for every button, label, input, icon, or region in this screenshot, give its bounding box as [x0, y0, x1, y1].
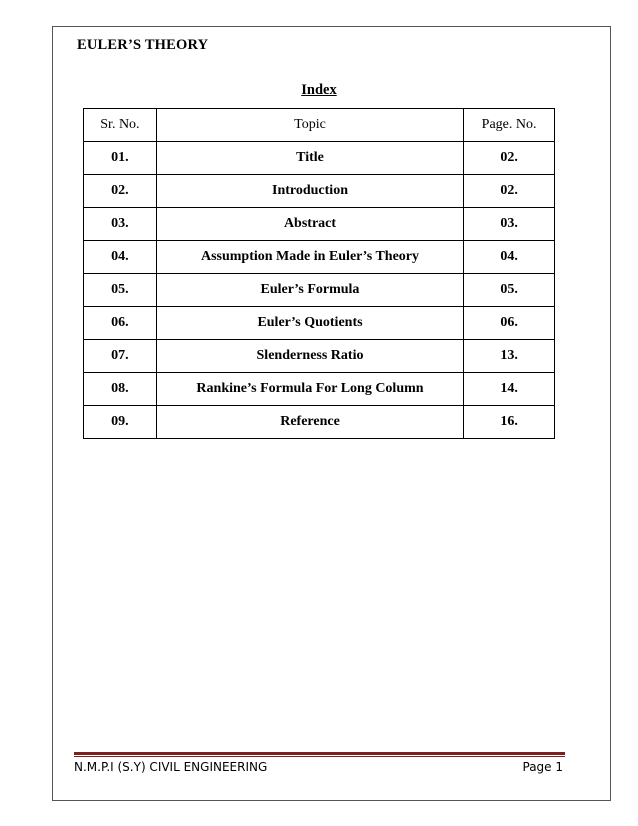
table-row [84, 274, 555, 307]
footer-rule-secondary [74, 756, 565, 757]
cell-sr-no: 07. [84, 340, 157, 373]
index-table [83, 108, 555, 439]
document-header-title: EULER’S THEORY [77, 37, 209, 53]
cell-topic: Introduction [156, 175, 463, 208]
index-heading-text: Index [301, 82, 337, 98]
cell-page-no: 06. [464, 307, 555, 340]
cell-page-no: 14. [464, 373, 555, 406]
column-header-topic: Topic [156, 109, 463, 142]
cell-topic: Rankine’s Formula For Long Column [156, 373, 463, 406]
cell-topic: Euler’s Formula [156, 274, 463, 307]
footer-page-number: Page 1 [522, 760, 563, 774]
index-table-header-row [84, 109, 555, 142]
cell-topic: Slenderness Ratio [156, 340, 463, 373]
cell-sr-no: 06. [84, 307, 157, 340]
table-row [84, 142, 555, 175]
cell-page-no: 02. [464, 175, 555, 208]
cell-sr-no: 08. [84, 373, 157, 406]
cell-page-no: 16. [464, 406, 555, 439]
cell-page-no: 13. [464, 340, 555, 373]
cell-page-no: 04. [464, 241, 555, 274]
cell-sr-no: 03. [84, 208, 157, 241]
table-row [84, 307, 555, 340]
cell-topic: Abstract [156, 208, 463, 241]
cell-page-no: 02. [464, 142, 555, 175]
cell-topic: Reference [156, 406, 463, 439]
cell-page-no: 05. [464, 274, 555, 307]
cell-topic: Euler’s Quotients [156, 307, 463, 340]
index-heading [0, 82, 638, 99]
cell-sr-no: 01. [84, 142, 157, 175]
table-row [84, 175, 555, 208]
cell-topic: Title [156, 142, 463, 175]
table-row [84, 406, 555, 439]
table-row [84, 340, 555, 373]
table-row [84, 373, 555, 406]
cell-sr-no: 09. [84, 406, 157, 439]
table-row [84, 208, 555, 241]
cell-page-no: 03. [464, 208, 555, 241]
footer-institution-text: N.M.P.I (S.Y) CIVIL ENGINEERING [74, 760, 268, 774]
column-header-page-no: Page. No. [464, 109, 555, 142]
footer-rule [74, 752, 565, 755]
table-row [84, 241, 555, 274]
column-header-sr-no: Sr. No. [84, 109, 157, 142]
cell-sr-no: 05. [84, 274, 157, 307]
cell-topic: Assumption Made in Euler’s Theory [156, 241, 463, 274]
cell-sr-no: 04. [84, 241, 157, 274]
cell-sr-no: 02. [84, 175, 157, 208]
